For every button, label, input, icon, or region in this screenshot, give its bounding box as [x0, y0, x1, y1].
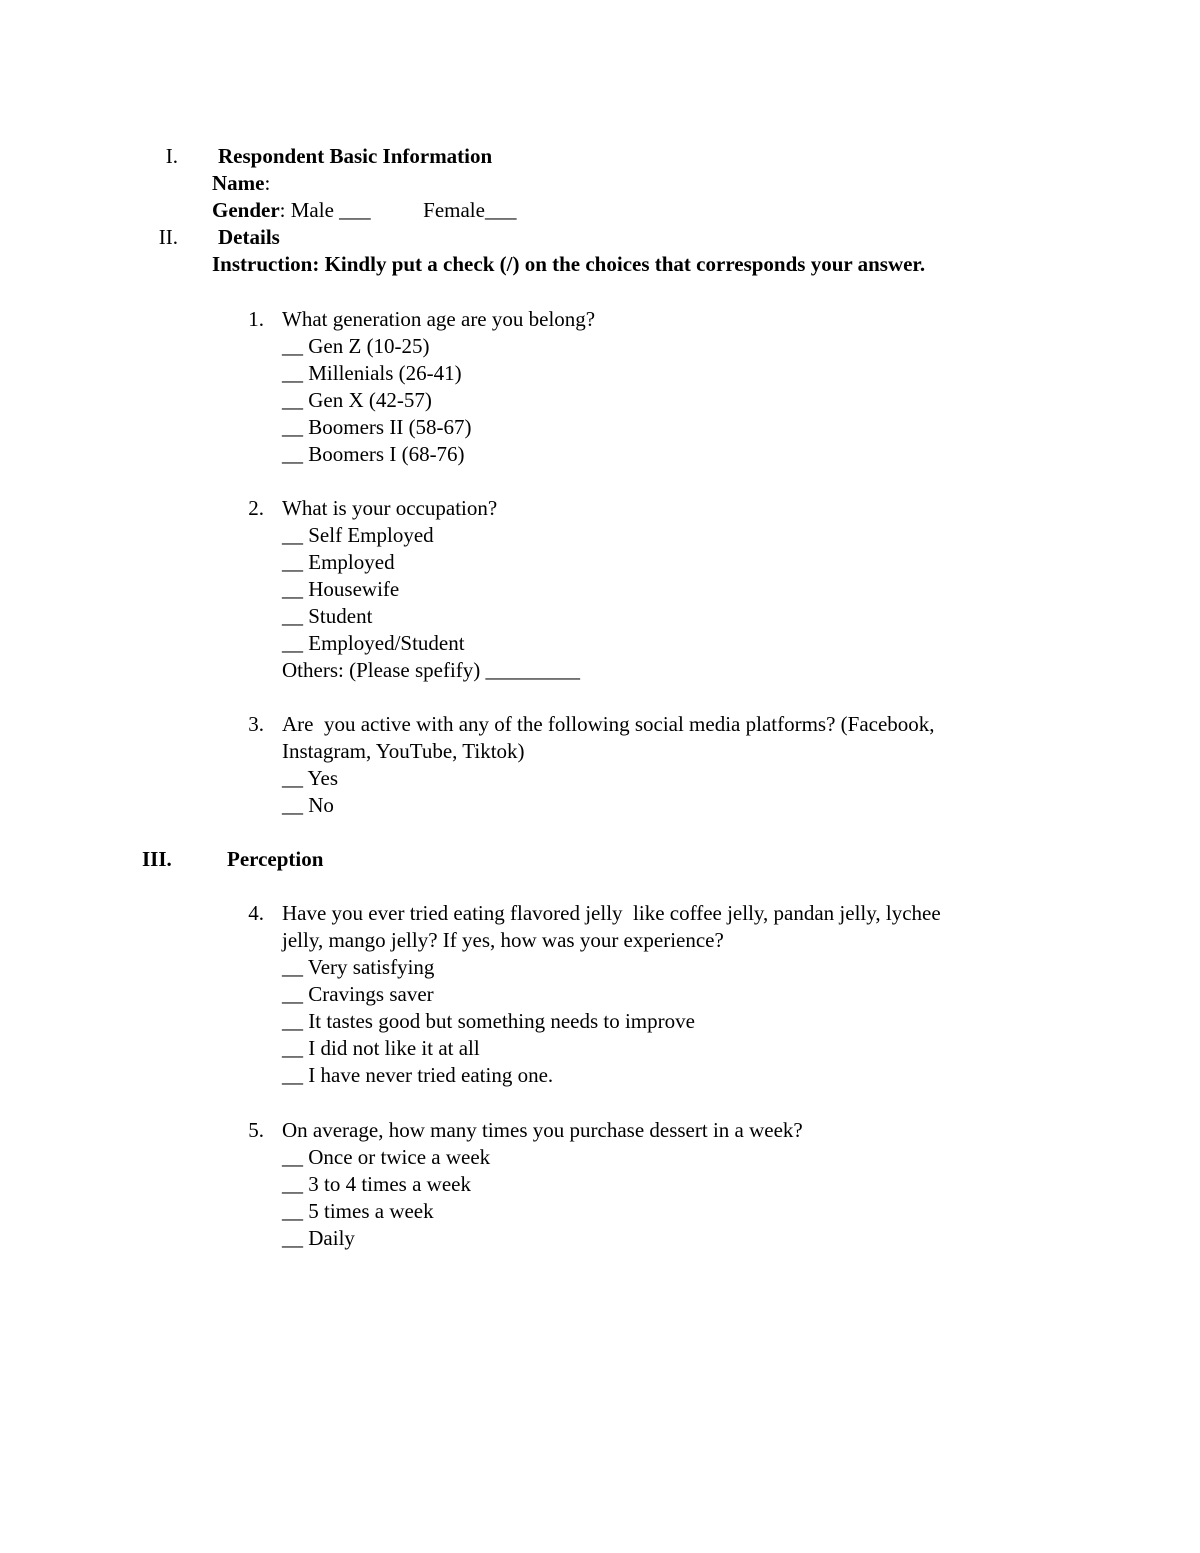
q1-option-boomers-ii: __ Boomers II (58-67)	[282, 415, 472, 439]
question-3-text-line-1: Are you active with any of the following social media platforms? (Facebook,	[282, 712, 935, 736]
q2-option-self-employed: __ Self Employed	[282, 523, 434, 547]
q4-option-never-tried: __ I have never tried eating one.	[282, 1063, 554, 1087]
section-2-title: Details	[218, 225, 280, 249]
q5-option-5-times: __ 5 times a week	[282, 1199, 434, 1223]
q2-option-others: Others: (Please spefify) _________	[282, 658, 581, 682]
name-field	[212, 170, 270, 197]
q2-option-employed-student: __ Employed/Student	[282, 631, 465, 655]
section-2-numeral: II.	[158, 225, 178, 249]
q3-option-yes: __ Yes	[282, 766, 339, 790]
question-4-text-line-2: jelly, mango jelly? If yes, how was your experience?	[282, 928, 724, 952]
question-2-text: What is your occupation?	[282, 496, 498, 520]
q1-option-millenials: __ Millenials (26-41)	[282, 361, 462, 385]
q5-option-once-twice: __ Once or twice a week	[282, 1145, 491, 1169]
question-3-number: 3.	[248, 712, 264, 736]
q5-option-daily: __ Daily	[282, 1226, 355, 1250]
q2-option-employed: __ Employed	[282, 550, 395, 574]
question-1-number: 1.	[248, 307, 264, 331]
q1-option-gen-z: __ Gen Z (10-25)	[282, 334, 430, 358]
question-2-number: 2.	[248, 496, 264, 520]
q4-option-needs-improve: __ It tastes good but something needs to improve	[282, 1009, 695, 1033]
gender-label: Gender	[212, 198, 280, 222]
section-1-numeral: I.	[165, 144, 178, 168]
q1-option-gen-x: __ Gen X (42-57)	[282, 388, 432, 412]
name-label: Name	[212, 171, 265, 195]
question-3-text-line-2: Instagram, YouTube, Tiktok)	[282, 739, 525, 763]
q4-option-did-not-like: __ I did not like it at all	[282, 1036, 480, 1060]
section-1-title: Respondent Basic Information	[218, 144, 493, 168]
q2-option-student: __ Student	[282, 604, 373, 628]
question-5-number: 5.	[248, 1118, 264, 1142]
gender-options: : Male ___ Female___	[279, 198, 517, 222]
question-1-text: What generation age are you belong?	[282, 307, 596, 331]
q1-option-boomers-i: __ Boomers I (68-76)	[282, 442, 465, 466]
instruction-text: Instruction: Kindly put a check (/) on the choices that corresponds your answer.	[212, 252, 926, 276]
name-colon: :	[264, 171, 271, 195]
q5-option-3-to-4: __ 3 to 4 times a week	[282, 1172, 471, 1196]
q3-option-no: __ No	[282, 793, 334, 817]
gender-field	[212, 197, 516, 224]
q4-option-very-satisfying: __ Very satisfying	[282, 955, 435, 979]
q4-option-cravings-saver: __ Cravings saver	[282, 982, 434, 1006]
section-3-title: Perception	[227, 847, 324, 871]
question-4-number: 4.	[248, 901, 264, 925]
question-4-text-line-1: Have you ever tried eating flavored jelly like coffee jelly, pandan jelly, lychee	[282, 901, 941, 925]
section-3-numeral: III.	[142, 847, 172, 871]
question-5-text: On average, how many times you purchase dessert in a week?	[282, 1118, 803, 1142]
q2-option-housewife: __ Housewife	[282, 577, 400, 601]
